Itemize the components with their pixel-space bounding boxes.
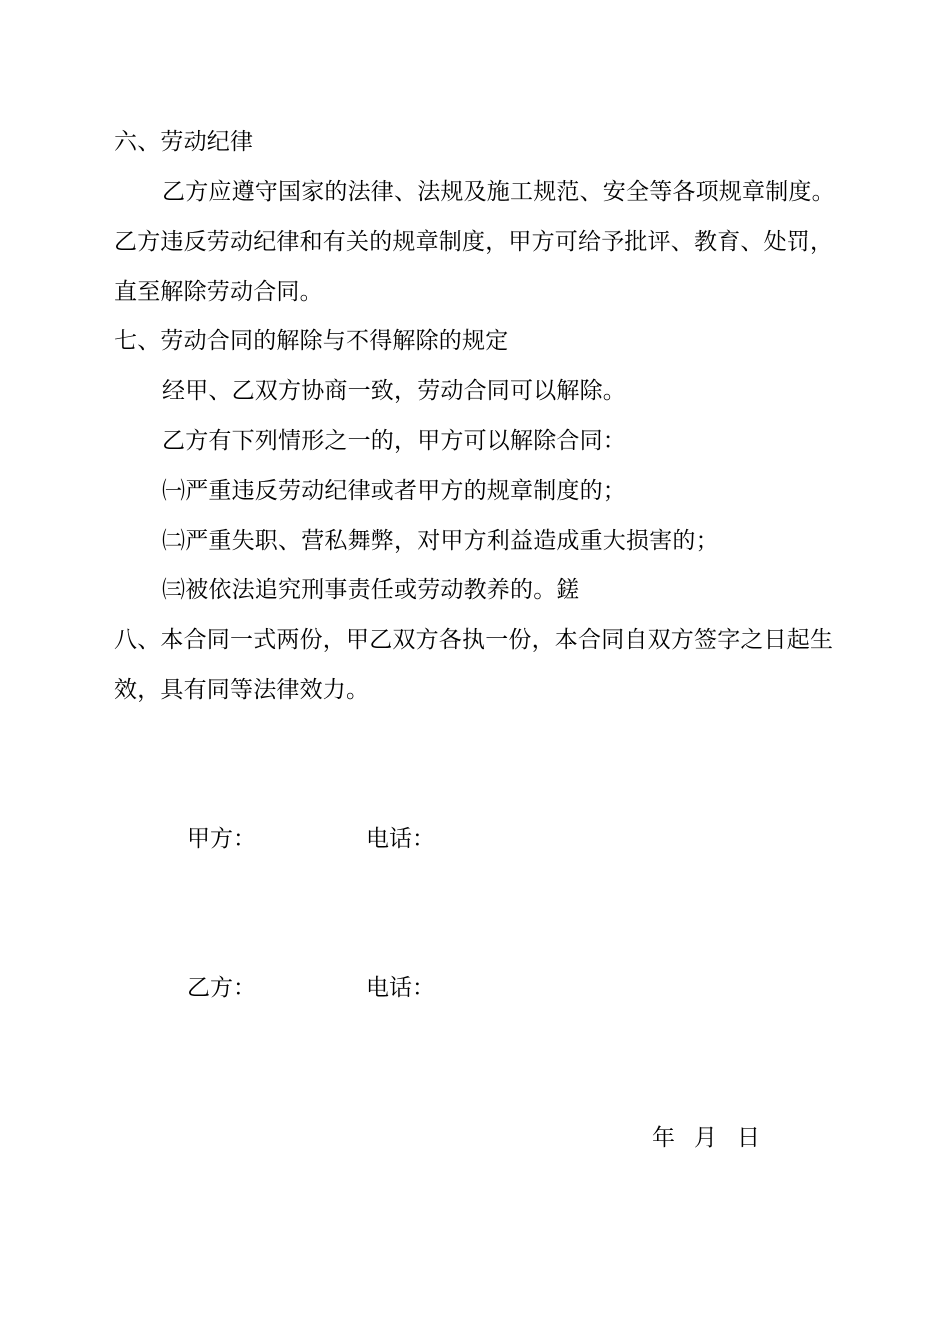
section-7-paragraph-2: 乙方有下列情形之一的，甲方可以解除合同：: [162, 428, 626, 454]
party-b-phone-label: 电话：: [366, 975, 435, 1001]
date-month-label: 月: [694, 1125, 717, 1151]
section-7-heading: 七、劳动合同的解除与不得解除的规定: [114, 328, 509, 354]
section-8-line-1: 八、本合同一式两份，甲乙双方各执一份，本合同自双方签字之日起生: [114, 627, 834, 653]
party-a-phone-label: 电话：: [366, 826, 435, 852]
section-7-paragraph-1: 经甲、乙双方协商一致，劳动合同可以解除。: [162, 378, 626, 404]
party-b-label: 乙方：: [187, 975, 256, 1001]
section-7-item-2: ㈡严重失职、营私舞弊，对甲方利益造成重大损害的；: [162, 528, 719, 554]
section-7-item-3: ㈢被依法追究刑事责任或劳动教养的。鎈: [162, 577, 580, 603]
party-a-label: 甲方：: [187, 826, 256, 852]
date-day-label: 日: [737, 1125, 760, 1151]
section-6-paragraph-line-3: 直至解除劳动合同。: [114, 279, 323, 305]
section-6-heading: 六、劳动纪律: [114, 129, 254, 155]
section-6-paragraph-line-1: 乙方应遵守国家的法律、法规及施工规范、安全等各项规章制度。: [162, 179, 835, 205]
section-7-item-1: ㈠严重违反劳动纪律或者甲方的规章制度的；: [162, 478, 626, 504]
section-6-paragraph-line-2: 乙方违反劳动纪律和有关的规章制度，甲方可给予批评、教育、处罚，: [114, 229, 834, 255]
section-8-line-2: 效，具有同等法律效力。: [114, 677, 370, 703]
date-year-label: 年: [652, 1125, 675, 1151]
